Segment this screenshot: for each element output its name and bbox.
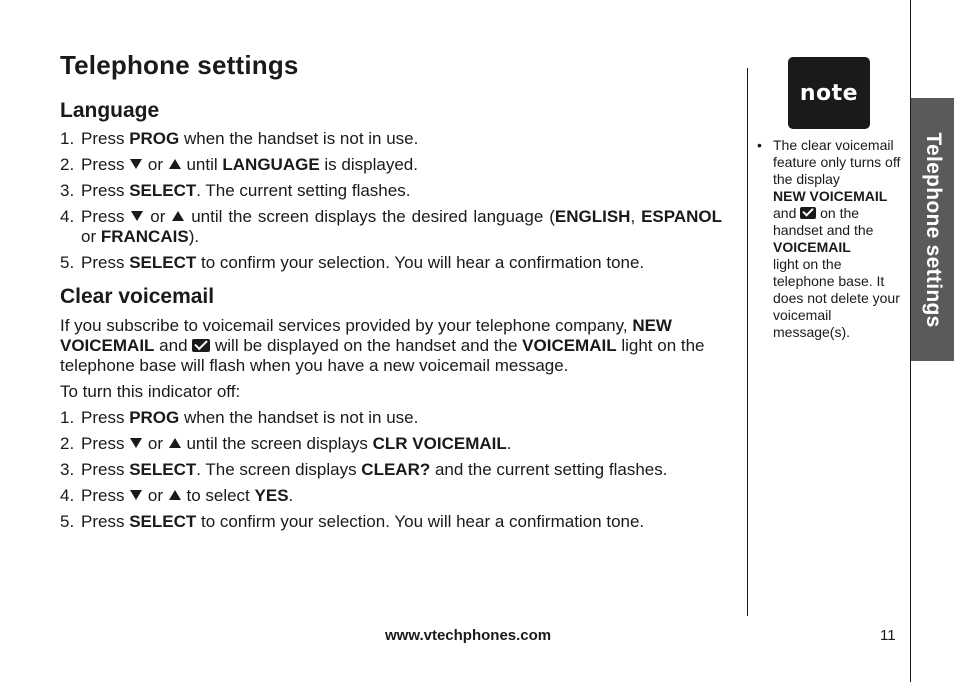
envelope-icon [800, 207, 816, 219]
footer-url: www.vtechphones.com [385, 627, 552, 644]
note-text: The clear voicemail feature only turns off the display NEW VOICEMAIL and on the handset and the VOICEMAIL light on the telephone base. It does not delete your voicemail message(s). [773, 137, 901, 340]
voicemail-step-4: 4. Press or to select YES. [60, 486, 294, 505]
page-title: Telephone settings [60, 50, 299, 80]
voicemail-step-2: 2. Press or until the screen displays CLR VOICEMAIL. [60, 434, 512, 453]
down-arrow-icon [130, 159, 142, 169]
language-step-3: 3. Press SELECT. The current setting flashes. [60, 181, 411, 200]
down-arrow-icon [130, 490, 142, 500]
main-content [60, 50, 722, 532]
section-side-tab [911, 98, 954, 361]
language-step-5: 5. Press SELECT to confirm your selection. You will hear a confirmation tone. [60, 253, 645, 272]
clear-voicemail-intro: If you subscribe to voicemail services provided by your telephone company, NEW VOICEMAIL and will be displayed on the handset and the VOICEMAIL light on the telephone base will flash when you have a new voicemail message. [60, 316, 705, 375]
column-divider [747, 68, 748, 616]
up-arrow-icon [169, 438, 181, 448]
up-arrow-icon [169, 159, 181, 169]
language-step-4: 4. Press or until the screen displays the desired language (ENGLISH, ESPANOL or FRANCAIS). [60, 207, 722, 246]
side-tab-label: Telephone settings [921, 131, 945, 328]
down-arrow-icon [131, 211, 143, 221]
voicemail-step-5: 5. Press SELECT to confirm your selection. You will hear a confirmation tone. [60, 512, 645, 531]
up-arrow-icon [172, 211, 184, 221]
clear-voicemail-steps [60, 408, 722, 532]
page-number: 11 [880, 627, 896, 644]
note-badge: note [788, 57, 870, 129]
voicemail-step-1: 1. Press PROG when the handset is not in use. [60, 408, 419, 427]
down-arrow-icon [130, 438, 142, 448]
language-steps [60, 129, 722, 273]
up-arrow-icon [169, 490, 181, 500]
note-bullet: • [757, 137, 762, 153]
language-step-2: 2. Press or until LANGUAGE is displayed. [60, 155, 418, 174]
language-heading: Language [60, 99, 160, 122]
envelope-icon [192, 339, 210, 352]
clear-voicemail-heading: Clear voicemail [60, 285, 215, 308]
voicemail-step-3: 3. Press SELECT. The screen displays CLEAR? and the current setting flashes. [60, 460, 668, 479]
language-step-1: 1. Press PROG when the handset is not in use. [60, 129, 419, 148]
turn-off-instruction: To turn this indicator off: [60, 382, 241, 401]
